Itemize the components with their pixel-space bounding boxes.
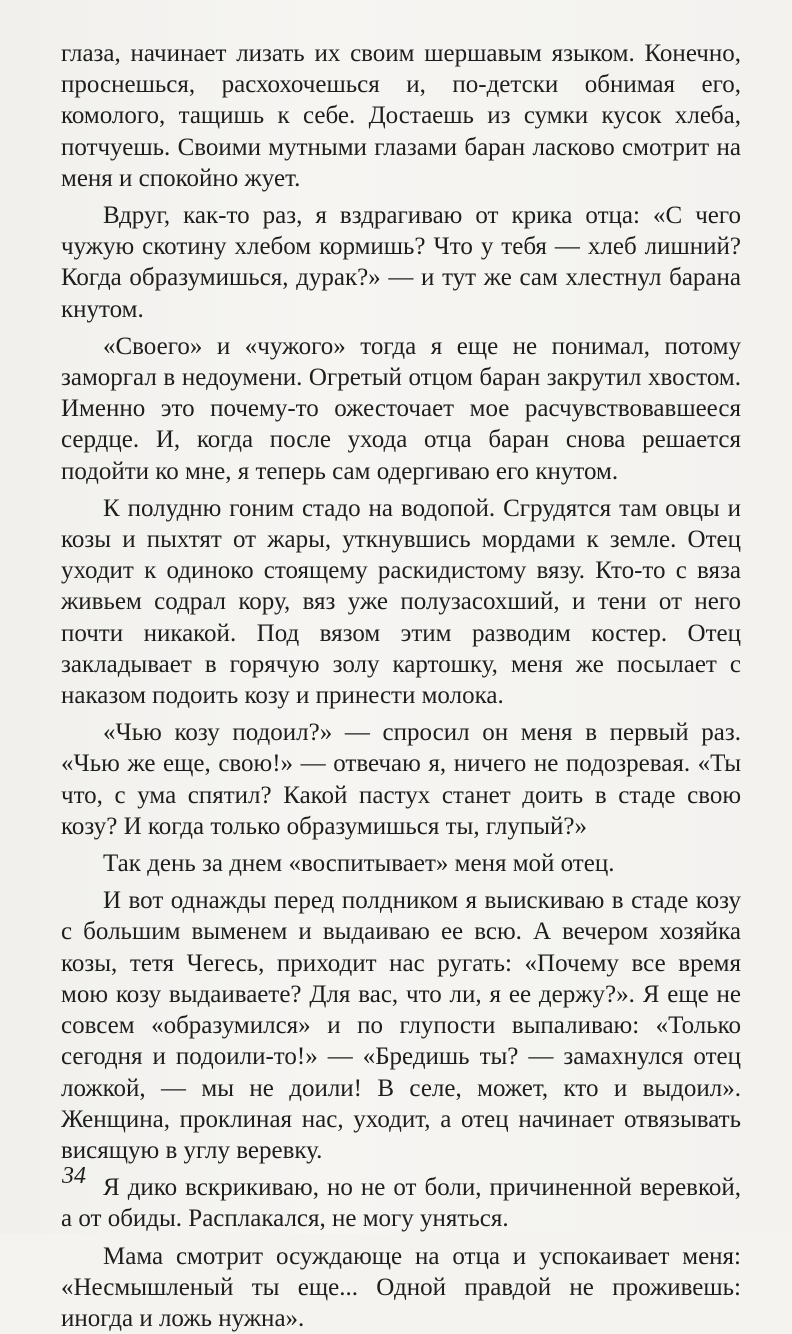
paragraph: «Своего» и «чужого» тогда я еще не понимал, потому заморгал в недоумени. Огретый отцом баран закрутил хвостом. Именно это почему-то ожесточает мое расчувствовавшееся сердце. И, когда после ухода отца баран снова решается подойти ко мне, я теперь сам одергиваю его кнутом.	[61, 332, 741, 485]
paragraph: Мама смотрит осуждающе на отца и успокаивает меня: «Несмышленый ты еще... Одной правдой не проживешь: иногда и ложь нужна».	[61, 1242, 741, 1332]
paragraph: К полудню гоним стадо на водопой. Сгрудятся там овцы и козы и пыхтят от жары, уткнувшись мордами к земле. Отец уходит к одиноко стоящему раскидистому вязу. Кто-то с вяза живьем содрал кору, вяз уже полузасохший, и тени от него почти никакой. Под вязом этим разводим костер. Отец закладывает в горячую золу картошку, меня же посылает с наказом подоить козу и принести молока.	[61, 494, 741, 710]
paragraph: глаза, начинает лизать их своим шершавым языком. Конечно, проснешься, расхохочешься и, по-детски обнимая его, комолого, тащишь к себе. Достаешь из сумки кусок хлеба, потчуешь. Своими мутными глазами баран ласково смотрит на меня и спокойно жует.	[61, 40, 741, 192]
paragraph: Я дико вскрикиваю, но не от боли, причиненной веревкой, а от обиды. Расплакался, не могу уняться.	[61, 1174, 741, 1233]
paragraph: Так день за днем «воспитывает» меня мой отец.	[103, 850, 615, 878]
paragraph: Вдруг, как-то раз, я вздрагиваю от крика отца: «С чего чужую скотину хлебом кормишь? Что у тебя — хлеб лишний? Когда образумишься, дурак?» — и тут же сам хлестнул барана кнутом.	[61, 202, 741, 323]
body-text	[61, 38, 741, 1334]
paragraph: И вот однажды перед полдником я выискиваю в стаде козу с большим выменем и выдаиваю ее всю. А вечером хозяйка козы, тетя Чегесь, приходит нас ругать: «Почему все время мою козу выдаиваете? Для вас, что ли, я ее держу?». Я еще не совсем «образумился» и по глупости выпаливаю: «Только сегодня и подоили-то!» — «Бредишь ты? — замахнулся отец ложкой, — мы не доили! В селе, может, кто и выдоил». Женщина, проклиная нас, уходит, а отец начинает отвязывать висящую в углу веревку.	[61, 887, 741, 1164]
page-number: 34	[62, 1163, 86, 1189]
paragraph: «Чью козу подоил?» — спросил он меня в первый раз. «Чью же еще, свою!» — отвечаю я, ничего не подозревая. «Ты что, с ума спятил? Какой пастух станет доить в стаде свою козу? И когда только образумишься ты, глупый?»	[61, 719, 741, 840]
